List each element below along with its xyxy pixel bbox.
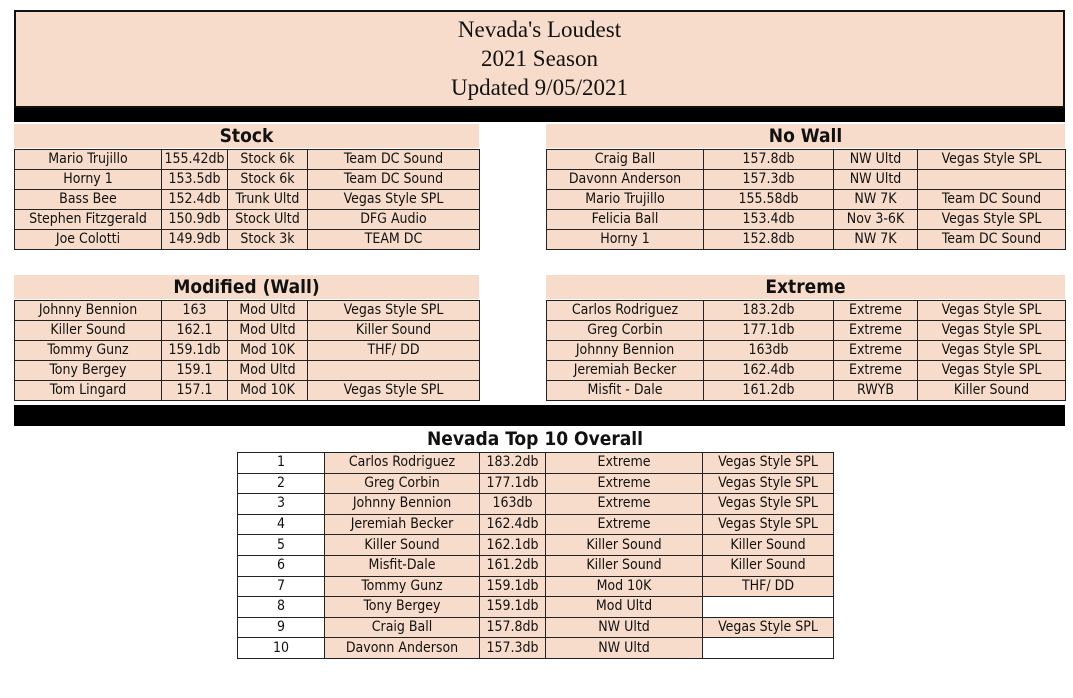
- modified-cell: Mod 10K: [228, 341, 308, 361]
- extreme-row: [547, 381, 1066, 401]
- extreme-cell: Vegas Style SPL: [918, 341, 1066, 361]
- stock-cell: 153.5db: [162, 170, 228, 190]
- stock-title: Stock: [14, 124, 479, 148]
- top10-cell: Killer Sound: [703, 535, 834, 556]
- top-divider-bar: [14, 108, 1065, 122]
- top10-table: [237, 452, 834, 659]
- top10-title: Nevada Top 10 Overall: [426, 428, 644, 450]
- stock-cell: Team DC Sound: [308, 170, 480, 190]
- top10-row: [238, 494, 834, 515]
- extreme-cell: Extreme: [834, 361, 918, 381]
- nowall-cell: NW 7K: [834, 190, 918, 210]
- extreme-row: [547, 301, 1066, 321]
- nowall-cell: Vegas Style SPL: [918, 150, 1066, 170]
- stock-table: [14, 149, 480, 250]
- top10-cell: THF/ DD: [703, 576, 834, 597]
- top10-cell: 162.1db: [480, 535, 546, 556]
- nowall-cell: 153.4db: [704, 210, 834, 230]
- nowall-cell: 152.8db: [704, 230, 834, 250]
- nowall-title: No Wall: [546, 124, 1065, 148]
- top10-cell: Craig Ball: [325, 617, 480, 638]
- top10-cell: Vegas Style SPL: [703, 617, 834, 638]
- header-updated: Updated 9/05/2021: [451, 75, 628, 100]
- header-banner: [14, 10, 1065, 108]
- extreme-cell: 161.2db: [704, 381, 834, 401]
- nowall-row: [547, 150, 1066, 170]
- extreme-row: [547, 361, 1066, 381]
- nowall-cell: 155.58db: [704, 190, 834, 210]
- nowall-cell: Nov 3-6K: [834, 210, 918, 230]
- stock-cell: Stock 3k: [228, 230, 308, 250]
- extreme-table: [546, 300, 1066, 401]
- top10-cell: 159.1db: [480, 576, 546, 597]
- top10-cell: Extreme: [546, 453, 703, 474]
- extreme-cell: Vegas Style SPL: [918, 321, 1066, 341]
- modified-cell: [308, 361, 480, 381]
- top10-cell: Vegas Style SPL: [703, 494, 834, 515]
- top10-cell: Vegas Style SPL: [703, 473, 834, 494]
- stock-cell: Bass Bee: [15, 190, 162, 210]
- nowall-row: [547, 190, 1066, 210]
- bottom-divider-bar: [14, 405, 1065, 426]
- nowall-cell: 157.3db: [704, 170, 834, 190]
- top10-row: [238, 638, 834, 659]
- modified-row: [15, 301, 480, 321]
- modified-cell: Mod Ultd: [228, 361, 308, 381]
- header-season: 2021 Season: [481, 46, 598, 71]
- nowall-cell: Felicia Ball: [547, 210, 704, 230]
- modified-cell: Tony Bergey: [15, 361, 162, 381]
- extreme-row: [547, 321, 1066, 341]
- top10-cell: 159.1db: [480, 597, 546, 618]
- stock-cell: Horny 1: [15, 170, 162, 190]
- nowall-cell: NW Ultd: [834, 170, 918, 190]
- extreme-cell: Misfit - Dale: [547, 381, 704, 401]
- top10-cell: Mod 10K: [546, 576, 703, 597]
- top10-cell: 7: [238, 576, 325, 597]
- nowall-row: [547, 230, 1066, 250]
- top10-cell: 3: [238, 494, 325, 515]
- top10-cell: Extreme: [546, 494, 703, 515]
- extreme-cell: Extreme: [834, 341, 918, 361]
- extreme-cell: RWYB: [834, 381, 918, 401]
- nowall-cell: Craig Ball: [547, 150, 704, 170]
- nowall-cell: [918, 170, 1066, 190]
- extreme-cell: 163db: [704, 341, 834, 361]
- modified-cell: 157.1: [162, 381, 228, 401]
- modified-row: [15, 341, 480, 361]
- top10-cell: Jeremiah Becker: [325, 514, 480, 535]
- top10-cell: [703, 597, 834, 618]
- top10-row: [238, 597, 834, 618]
- top10-row: [238, 514, 834, 535]
- top10-row: [238, 555, 834, 576]
- top10-cell: 183.2db: [480, 453, 546, 474]
- nowall-cell: Team DC Sound: [918, 230, 1066, 250]
- top10-cell: Misfit-Dale: [325, 555, 480, 576]
- top10-cell: 6: [238, 555, 325, 576]
- top10-cell: 10: [238, 638, 325, 659]
- modified-title: Modified (Wall): [14, 275, 479, 299]
- top10-cell: 163db: [480, 494, 546, 515]
- top10-cell: 177.1db: [480, 473, 546, 494]
- modified-cell: Mod 10K: [228, 381, 308, 401]
- extreme-cell: Carlos Rodriguez: [547, 301, 704, 321]
- extreme-cell: Vegas Style SPL: [918, 361, 1066, 381]
- modified-cell: Mod Ultd: [228, 321, 308, 341]
- modified-cell: Mod Ultd: [228, 301, 308, 321]
- top10-cell: Killer Sound: [325, 535, 480, 556]
- stock-row: [15, 150, 480, 170]
- stock-cell: Trunk Ultd: [228, 190, 308, 210]
- top10-cell: Killer Sound: [546, 555, 703, 576]
- modified-cell: Vegas Style SPL: [308, 381, 480, 401]
- stock-cell: 149.9db: [162, 230, 228, 250]
- extreme-cell: Killer Sound: [918, 381, 1066, 401]
- top10-row: [238, 617, 834, 638]
- top10-cell: 4: [238, 514, 325, 535]
- extreme-cell: Greg Corbin: [547, 321, 704, 341]
- extreme-title: Extreme: [546, 275, 1065, 299]
- top10-cell: 157.3db: [480, 638, 546, 659]
- nowall-row: [547, 170, 1066, 190]
- stock-cell: Stephen Fitzgerald: [15, 210, 162, 230]
- nowall-cell: Davonn Anderson: [547, 170, 704, 190]
- stock-cell: Mario Trujillo: [15, 150, 162, 170]
- modified-cell: 163: [162, 301, 228, 321]
- nowall-cell: Mario Trujillo: [547, 190, 704, 210]
- stock-cell: Stock 6k: [228, 170, 308, 190]
- modified-row: [15, 381, 480, 401]
- modified-cell: Johnny Bennion: [15, 301, 162, 321]
- top10-cell: 1: [238, 453, 325, 474]
- extreme-cell: 162.4db: [704, 361, 834, 381]
- nowall-cell: Vegas Style SPL: [918, 210, 1066, 230]
- header-title: Nevada's Loudest: [457, 17, 622, 42]
- stock-row: [15, 170, 480, 190]
- top10-cell: NW Ultd: [546, 617, 703, 638]
- extreme-cell: Vegas Style SPL: [918, 301, 1066, 321]
- top10-row: [238, 473, 834, 494]
- modified-cell: 159.1db: [162, 341, 228, 361]
- top10-row: [238, 453, 834, 474]
- top10-cell: Killer Sound: [546, 535, 703, 556]
- top10-cell: Extreme: [546, 473, 703, 494]
- modified-cell: Killer Sound: [15, 321, 162, 341]
- modified-row: [15, 361, 480, 381]
- modified-cell: 159.1: [162, 361, 228, 381]
- nowall-cell: Horny 1: [547, 230, 704, 250]
- stock-cell: Team DC Sound: [308, 150, 480, 170]
- top10-cell: [703, 638, 834, 659]
- modified-cell: Killer Sound: [308, 321, 480, 341]
- stock-cell: DFG Audio: [308, 210, 480, 230]
- top10-cell: 161.2db: [480, 555, 546, 576]
- stock-cell: Stock Ultd: [228, 210, 308, 230]
- top10-cell: Tony Bergey: [325, 597, 480, 618]
- stock-row: [15, 230, 480, 250]
- stock-cell: Vegas Style SPL: [308, 190, 480, 210]
- stock-cell: TEAM DC: [308, 230, 480, 250]
- top10-cell: Tommy Gunz: [325, 576, 480, 597]
- top10-cell: 157.8db: [480, 617, 546, 638]
- modified-row: [15, 321, 480, 341]
- top10-cell: Vegas Style SPL: [703, 453, 834, 474]
- top10-row: [238, 535, 834, 556]
- extreme-cell: 183.2db: [704, 301, 834, 321]
- top10-cell: Greg Corbin: [325, 473, 480, 494]
- nowall-cell: NW 7K: [834, 230, 918, 250]
- top10-cell: 8: [238, 597, 325, 618]
- stock-cell: 155.42db: [162, 150, 228, 170]
- modified-cell: THF/ DD: [308, 341, 480, 361]
- top10-cell: Mod Ultd: [546, 597, 703, 618]
- top10-cell: 162.4db: [480, 514, 546, 535]
- top10-row: [238, 576, 834, 597]
- top10-cell: Davonn Anderson: [325, 638, 480, 659]
- stock-row: [15, 190, 480, 210]
- nowall-cell: 157.8db: [704, 150, 834, 170]
- top10-cell: Extreme: [546, 514, 703, 535]
- top10-cell: Vegas Style SPL: [703, 514, 834, 535]
- modified-cell: Tommy Gunz: [15, 341, 162, 361]
- modified-cell: Tom Lingard: [15, 381, 162, 401]
- extreme-cell: 177.1db: [704, 321, 834, 341]
- extreme-row: [547, 341, 1066, 361]
- top10-cell: 5: [238, 535, 325, 556]
- modified-cell: 162.1: [162, 321, 228, 341]
- stock-cell: 152.4db: [162, 190, 228, 210]
- stock-cell: 150.9db: [162, 210, 228, 230]
- top10-cell: 2: [238, 473, 325, 494]
- extreme-cell: Extreme: [834, 321, 918, 341]
- nowall-cell: Team DC Sound: [918, 190, 1066, 210]
- stock-cell: Stock 6k: [228, 150, 308, 170]
- nowall-table: [546, 149, 1066, 250]
- modified-cell: Vegas Style SPL: [308, 301, 480, 321]
- stock-cell: Joe Colotti: [15, 230, 162, 250]
- top10-cell: Johnny Bennion: [325, 494, 480, 515]
- extreme-cell: Extreme: [834, 301, 918, 321]
- top10-cell: 9: [238, 617, 325, 638]
- extreme-cell: Johnny Bennion: [547, 341, 704, 361]
- top10-cell: Killer Sound: [703, 555, 834, 576]
- extreme-cell: Jeremiah Becker: [547, 361, 704, 381]
- modified-table: [14, 300, 480, 401]
- stock-row: [15, 210, 480, 230]
- top10-cell: NW Ultd: [546, 638, 703, 659]
- nowall-row: [547, 210, 1066, 230]
- nowall-cell: NW Ultd: [834, 150, 918, 170]
- top10-cell: Carlos Rodriguez: [325, 453, 480, 474]
